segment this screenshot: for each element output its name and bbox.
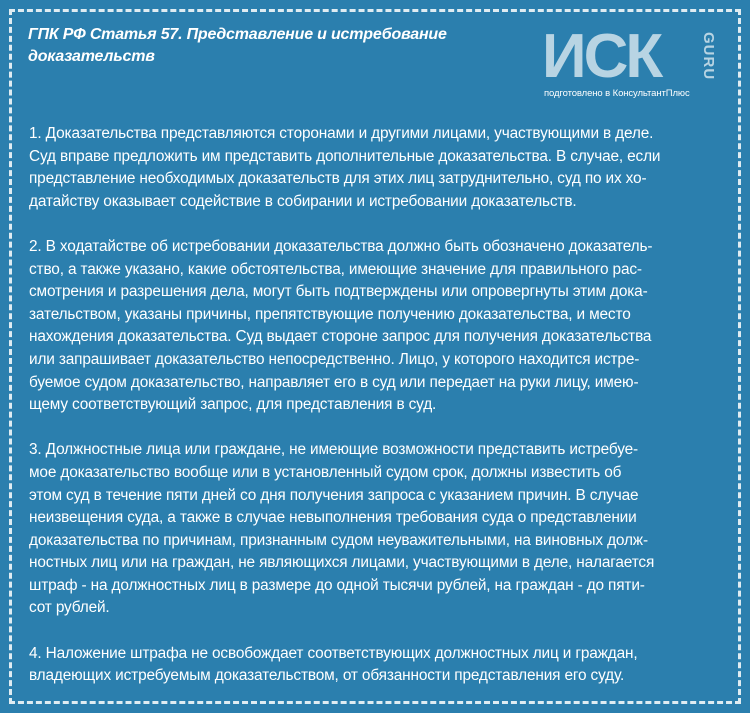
text-line: 2. В ходатайстве об истребовании доказательства должно быть обозначено доказатель- bbox=[29, 237, 653, 255]
text-line: 1. Доказательства представляются сторонами и другими лицами, участвующими в деле. bbox=[29, 125, 654, 142]
text-line: нахождения доказательства. Суд выдает стороне запрос для получения доказательства bbox=[29, 328, 652, 346]
text-line: неизвещения суда, а также в случае невыполнения требования суда о представлении bbox=[29, 509, 637, 527]
article-title-line: ГПК РФ Статья 57. Представление и истребование bbox=[28, 26, 447, 43]
logo-caption: подготовлено в КонсультантПлюс bbox=[544, 88, 690, 99]
paragraph-1 bbox=[29, 123, 721, 213]
text-line: Суд вправе предложить им представить дополнительные доказательства. В случае, если bbox=[29, 147, 661, 165]
text-line: буемое судом доказательство, направляет его в суд или передает на руки лицу, имею- bbox=[29, 373, 639, 391]
isk-guru-logo bbox=[540, 22, 730, 102]
text-line: датайству оказывает содействие в собирании и истребовании доказательств. bbox=[29, 192, 577, 210]
text-line: зательством, указаны причины, препятствующие получению доказательства, и место bbox=[29, 305, 631, 323]
paragraph-2 bbox=[29, 236, 721, 417]
text-line: доказательства по причинам, признанным судом неуважительными, на виновных долж- bbox=[29, 531, 648, 549]
logo-side-text: GURU bbox=[700, 32, 717, 81]
text-line: ство, а также указано, какие обстоятельства, имеющие значение для правильного рас- bbox=[29, 260, 642, 278]
text-line: смотрения и разрешения дела, могут быть подтверждены или опровергнуты этим дока- bbox=[29, 283, 648, 301]
text-line: штраф - на должностных лиц в размере до одной тысячи рублей, на граждан - до пяти- bbox=[29, 576, 645, 594]
text-line: мое доказательство вообще или в установленный судом срок, должны известить об bbox=[29, 463, 622, 481]
text-line: представление необходимых доказательств для этих лиц затруднительно, суд по их хо- bbox=[29, 170, 647, 188]
logo-main-text: ИСК bbox=[542, 22, 661, 86]
text-line: 3. Должностные лица или граждане, не имеющие возможности представить истребуе- bbox=[29, 441, 638, 459]
text-line: владеющих истребуемым доказательством, от обязанности представления его суду. bbox=[29, 667, 625, 685]
paragraph-4 bbox=[29, 643, 721, 688]
text-line: сот рублей. bbox=[29, 599, 110, 617]
article-title-line: доказательств bbox=[28, 48, 155, 65]
text-line: этом суд в течение пяти дней со дня получения запроса с указанием причин. В случае bbox=[29, 486, 639, 504]
article-body bbox=[29, 123, 721, 710]
logo-graphic bbox=[540, 22, 730, 86]
article-title bbox=[28, 24, 498, 68]
paragraph-3 bbox=[29, 439, 721, 620]
text-line: 4. Наложение штрафа не освобождает соответствующих должностных лиц и граждан, bbox=[29, 644, 638, 662]
text-line: щему соответствующий запрос, для представления в суд. bbox=[29, 396, 437, 414]
text-line: или запрашивает доказательство непосредственно. Лицо, у которого находится истре- bbox=[29, 350, 640, 368]
text-line: ностных лиц или на граждан, не являющихся лицами, участвующими в деле, налагается bbox=[29, 554, 655, 572]
